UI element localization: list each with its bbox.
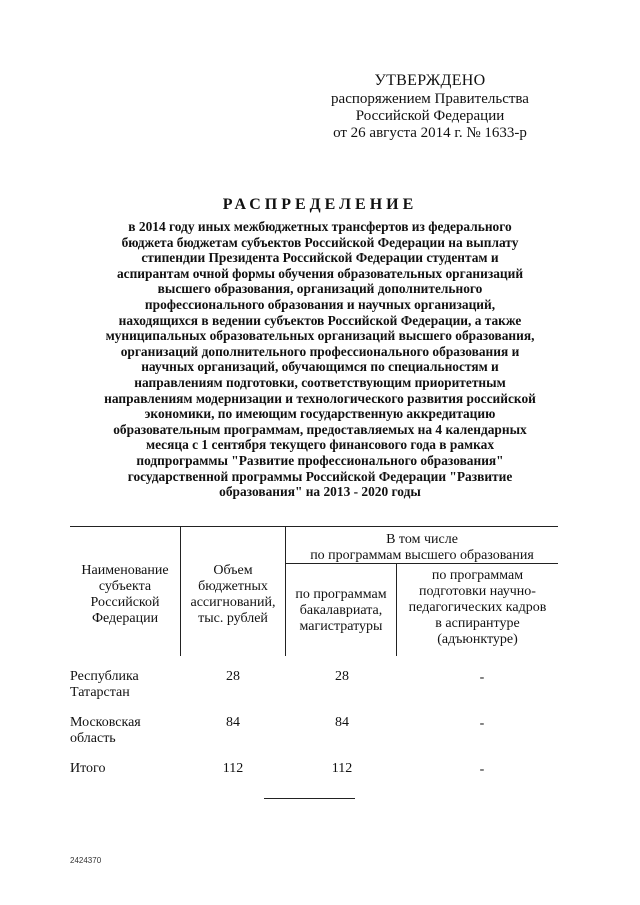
row-volume: 28 bbox=[226, 669, 240, 684]
cell-text: Московская bbox=[70, 715, 141, 730]
row-bachelor: 28 bbox=[335, 669, 349, 684]
subtitle-line: организаций дополнительного профессионального образования и bbox=[120, 343, 520, 359]
header-bachelor bbox=[286, 587, 396, 635]
row-postgrad: - bbox=[479, 716, 485, 731]
document-title: РАСПРЕДЕЛЕНИЕ bbox=[222, 196, 418, 213]
row-region bbox=[70, 761, 180, 777]
header-text: по программам bbox=[431, 568, 524, 583]
header-text: в аспирантуре bbox=[435, 616, 520, 631]
document-number: 2424370 bbox=[70, 856, 102, 865]
approval-line: распоряжением Правительства bbox=[331, 91, 529, 107]
cell-text: область bbox=[70, 731, 116, 746]
row-postgrad: - bbox=[479, 762, 485, 777]
subtitle-line: бюджета бюджетам субъектов Российской Федерации на выплату bbox=[121, 234, 519, 250]
subtitle-line: в 2014 году иных межбюджетных трансфертов из федерального bbox=[128, 219, 512, 234]
header-region bbox=[70, 563, 180, 627]
subtitle-line: научных организаций, обучающимся по специальностям и bbox=[141, 359, 499, 375]
approval-heading: УТВЕРЖДЕНО bbox=[374, 72, 486, 89]
header-including bbox=[286, 532, 558, 564]
header-text: Федерации bbox=[91, 611, 159, 626]
subtitle-line: профессионального образования и научных организаций, bbox=[144, 296, 496, 312]
header-text: Объем bbox=[213, 563, 253, 578]
header-text: бакалавриата, bbox=[299, 603, 383, 618]
cell-text: Итого bbox=[70, 761, 106, 776]
document-subtitle bbox=[80, 219, 560, 500]
subtitle-line: месяца с 1 сентября текущего финансового года в рамках bbox=[145, 437, 495, 453]
header-text: ассигнований, bbox=[190, 595, 276, 610]
header-text: Российской bbox=[90, 595, 160, 610]
cell-text: Татарстан bbox=[70, 685, 130, 700]
header-text: педагогических кадров bbox=[408, 600, 547, 615]
row-region bbox=[70, 715, 180, 747]
header-text: по программам bbox=[295, 587, 387, 602]
table-top-border bbox=[70, 526, 558, 527]
subtitle-line: образования" на 2013 - 2020 годы bbox=[219, 484, 421, 500]
subtitle-line: направлениям модернизации и технологического развития российской bbox=[104, 390, 536, 406]
subtitle-line: стипендии Президента Российской Федерации студентам и bbox=[141, 250, 499, 266]
subtitle-line: образовательным программам, предоставляемых на 4 календарных bbox=[113, 421, 527, 437]
subtitle-line: экономики, по имеющим государственную аккредитацию bbox=[144, 406, 496, 422]
subtitle-line: государственной программы Российской Федерации "Развитие bbox=[127, 468, 513, 484]
row-volume: 112 bbox=[222, 761, 244, 776]
row-postgrad: - bbox=[479, 670, 485, 685]
header-text: подготовки научно- bbox=[419, 584, 536, 599]
subtitle-line: аспирантам очной формы обучения образовательных организаций bbox=[116, 265, 524, 281]
header-text: В том числе bbox=[386, 532, 458, 547]
approval-line: Российской Федерации bbox=[355, 108, 505, 124]
row-bachelor: 112 bbox=[331, 761, 353, 776]
subtitle-line: муниципальных образовательных организаций высшего образования, bbox=[105, 328, 535, 344]
subtitle-line: подпрограммы "Развитие профессионального образования" bbox=[136, 452, 504, 468]
header-text: бюджетных bbox=[198, 579, 268, 594]
subtitle-line: находящихся в ведении субъектов Российской Федерации, а также bbox=[118, 312, 522, 328]
header-volume bbox=[181, 563, 285, 627]
row-region bbox=[70, 669, 180, 701]
header-text: тыс. рублей bbox=[198, 611, 268, 626]
row-bachelor: 84 bbox=[335, 715, 349, 730]
header-text: субъекта bbox=[98, 579, 152, 594]
header-text: магистратуры bbox=[299, 619, 383, 634]
header-text: по программам высшего образования bbox=[310, 548, 534, 563]
header-text: (адъюнктуре) bbox=[437, 632, 518, 647]
row-volume: 84 bbox=[226, 715, 240, 730]
approval-date-line: от 26 августа 2014 г. № 1633-р bbox=[333, 125, 527, 141]
end-divider bbox=[264, 798, 355, 799]
subtitle-line: направлениям подготовки, соответствующим приоритетным bbox=[134, 374, 506, 390]
approval-block bbox=[330, 72, 530, 142]
header-postgrad bbox=[397, 568, 558, 648]
header-text: Наименование bbox=[81, 563, 169, 578]
cell-text: Республика bbox=[70, 669, 139, 684]
subtitle-line: высшего образования, организаций дополнительного bbox=[157, 281, 483, 297]
